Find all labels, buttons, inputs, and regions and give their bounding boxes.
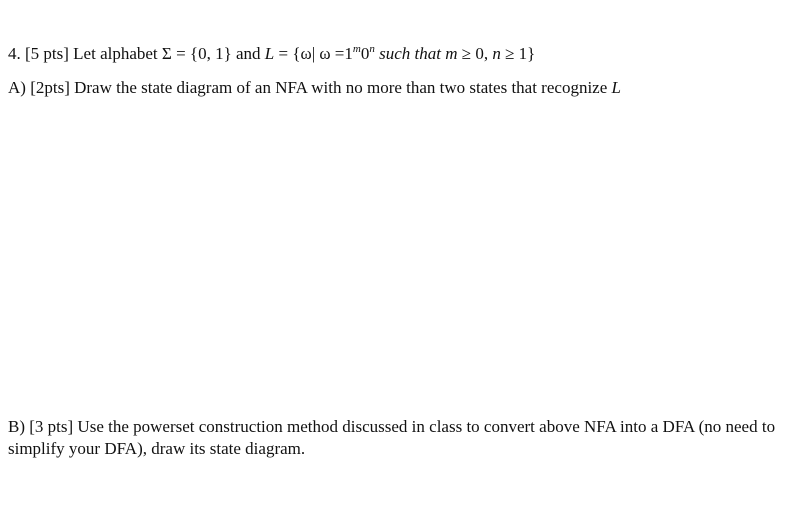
equals-sign-2: =	[278, 44, 289, 63]
part-b-prompt	[8, 416, 794, 460]
part-b-label: B) [3 pts]	[8, 417, 74, 436]
question-header	[8, 38, 535, 65]
superscript-n: n	[369, 43, 375, 55]
condition-m: m	[445, 44, 458, 63]
superscript-m: m	[352, 43, 361, 55]
zero-digit: 0	[360, 44, 370, 63]
part-a-label: A) [2pts]	[8, 78, 70, 97]
part-a-language: L	[611, 78, 621, 97]
equals-sign: =	[176, 44, 186, 63]
part-b-text: Use the powerset construction method discussed in class to convert above NFA into a DFA (no need to simplify your DFA), draw its state diagram.	[8, 417, 776, 458]
condition-m-bound: ≥ 0,	[461, 44, 489, 63]
and-word: and	[236, 44, 261, 63]
set-definition-open: {ω| ω =1	[292, 44, 353, 63]
alphabet-set: {0, 1}	[189, 44, 232, 63]
part-a-text: Draw the state diagram of an NFA with no more than two states that recognize	[74, 78, 608, 97]
condition-n-bound: ≥ 1}	[505, 44, 536, 63]
question-number: 4.	[8, 44, 21, 63]
such-that-text: such that	[379, 44, 441, 63]
sigma-symbol: Σ	[161, 44, 172, 63]
question-points: [5 pts]	[25, 44, 69, 63]
question-intro: Let alphabet	[73, 44, 158, 63]
language-variable: L	[264, 44, 275, 63]
part-a-prompt	[8, 77, 621, 99]
condition-n: n	[492, 44, 501, 63]
